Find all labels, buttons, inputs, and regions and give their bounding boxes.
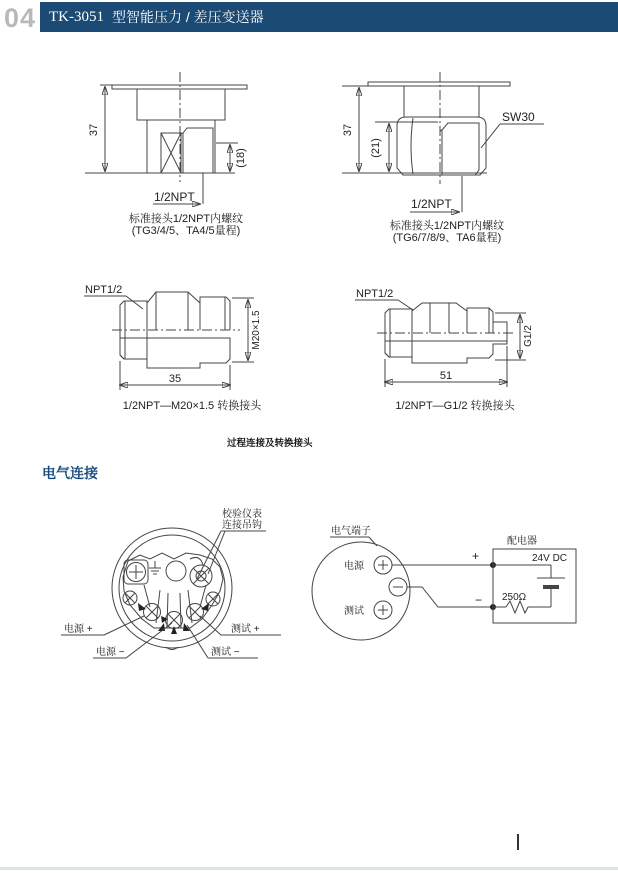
dim-thread-label: G1/2 [523, 325, 534, 347]
test-minus-label: 测试 − [211, 647, 240, 658]
voltage-label: 24V DC [532, 553, 568, 564]
section-hatch [120, 338, 230, 368]
dim-thread-label: M20×1.5 [251, 310, 262, 350]
plus-sign: + [472, 549, 480, 563]
wiring-diagram [310, 520, 610, 635]
cable-entry-hole [166, 561, 186, 581]
dim-length-label: 51 [439, 370, 453, 382]
wires [392, 549, 496, 610]
ground-symbol [149, 561, 161, 574]
distributor-box [493, 534, 576, 623]
page-number: 04 [4, 3, 37, 33]
adapter-drawing-right [330, 270, 580, 415]
hook-label-line1: 校验仪表 [222, 509, 262, 520]
side-screws [123, 591, 220, 606]
fitting-left-body [85, 72, 247, 182]
terminal-compartment-diagram [40, 495, 320, 670]
thread-label: NPT1/2 [85, 284, 123, 296]
power-plus-terminal [374, 556, 392, 574]
header-bar [40, 2, 618, 32]
terminal-arrows [138, 603, 209, 634]
housing-circles [112, 528, 232, 650]
electrical-section-heading: 电气连接 [42, 465, 98, 481]
page-tick-mark [517, 834, 519, 850]
adapter-right-dimensions [385, 313, 534, 387]
fitting-right-dimensions [342, 86, 544, 212]
distributor-label: 配电器 [507, 536, 537, 547]
wrench-size-label: SW30 [502, 110, 535, 124]
battery-symbol [537, 578, 565, 587]
thread-label: NPT1/2 [356, 288, 394, 300]
dim-length-label: 35 [168, 373, 182, 385]
test-plus-terminal [374, 601, 392, 619]
terminals-label: 电气端子 [331, 526, 371, 537]
terminal-side [312, 524, 410, 640]
fitting-right-caption-2: (TG6/7/8/9、TA6量程) [392, 232, 502, 244]
dim-depth-label: (21) [370, 138, 382, 158]
hook-label [197, 507, 266, 579]
fitting-left-caption-2: (TG3/4/5、TA4/5量程) [131, 225, 241, 237]
terminal-block [123, 553, 223, 634]
footer-strip [0, 867, 618, 870]
thread-label: 1/2NPT [411, 197, 452, 211]
dim-depth-label: (18) [235, 148, 247, 168]
fitting-drawing-left [70, 60, 310, 250]
hatch-region [183, 128, 213, 173]
thread-label: 1/2NPT [154, 190, 195, 204]
hatch-region [442, 123, 479, 175]
resistance-label: 250Ω [502, 592, 527, 603]
page-title: 型智能压力 / 差压变送器 [112, 9, 264, 25]
power-plus-label: 电源 + [64, 624, 93, 635]
adapter-left-caption: 1/2NPT—M20×1.5 转换接头 [122, 400, 262, 412]
adapter-right-body [355, 288, 515, 363]
section-hatch [385, 341, 507, 363]
adapter-drawing-left [70, 270, 290, 415]
minus-terminal [389, 578, 407, 596]
hook-label-line2: 连接吊钩 [222, 520, 262, 531]
power-label: 电源 [344, 561, 364, 572]
test-plus-label: 测试 + [231, 624, 260, 635]
dim-height-label: 37 [88, 123, 100, 137]
adapter-left-dimensions [120, 298, 262, 390]
power-minus-label: 电源 − [96, 647, 125, 658]
adapter-right-caption: 1/2NPT—G1/2 转换接头 [395, 400, 515, 412]
process-section-caption: 过程连接及转换接头 [227, 438, 313, 449]
fitting-left-caption-1: 标准接头1/2NPT内螺纹 [128, 213, 244, 225]
adapter-left-body [84, 284, 240, 368]
fitting-left-dimensions [88, 85, 247, 204]
minus-sign: − [475, 593, 483, 607]
test-label: 测试 [344, 606, 364, 617]
product-model: TK-3051 [49, 8, 104, 25]
fitting-right-caption-1: 标准接头1/2NPT内螺纹 [389, 220, 505, 232]
fitting-drawing-right [330, 60, 580, 250]
dim-height-label: 37 [342, 123, 354, 137]
